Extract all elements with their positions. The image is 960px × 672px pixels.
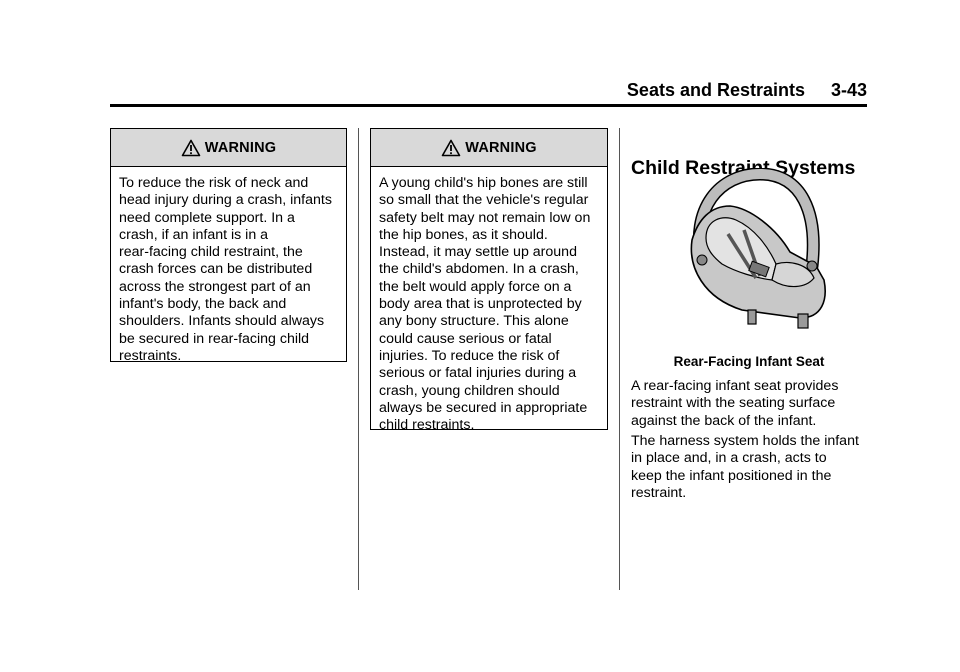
text-line: always be secured in appropriate (379, 399, 588, 416)
column-divider-1 (358, 128, 359, 590)
text-line: Instead, it may settle up around (379, 244, 577, 261)
text-line: injuries. To reduce the risk of (379, 347, 560, 364)
text-line: To reduce the risk of neck and (119, 175, 309, 191)
text-line: the belt would apply force on a (379, 278, 572, 295)
text-line: serious or fatal injuries during a (379, 365, 577, 382)
infant-seat-illustration (680, 168, 830, 333)
text-line: safety belt may not remain low on (379, 209, 591, 226)
warning-triangle-icon (181, 139, 201, 157)
warning-triangle-icon (441, 139, 461, 157)
text-line: restraint. (631, 484, 687, 501)
text-line: be secured in rear-facing child (119, 330, 310, 347)
text-line: any bony structure. This alone (379, 313, 569, 330)
text-line: A young child's hip bones are still (379, 175, 588, 191)
warning-box-2 (370, 128, 608, 434)
text-line: A rear-facing infant seat provides (631, 378, 839, 394)
text-line: against the back of the infant. (631, 412, 817, 429)
text-line: crash, young children should (379, 382, 560, 399)
column-divider-2 (619, 128, 620, 590)
text-line: need complete support. In a (119, 209, 295, 226)
warning-box-1 (110, 128, 347, 362)
text-line: crash forces can be distributed (119, 261, 313, 278)
text-line: could cause serious or fatal (379, 330, 552, 347)
text-line: in place and, in a crash, acts to (631, 450, 827, 467)
warning-text (111, 167, 346, 365)
paragraph-2 (631, 433, 859, 502)
warning-label: WARNING (465, 139, 537, 156)
text-line: shoulders. Infants should always (119, 313, 325, 330)
page-header (110, 78, 867, 107)
text-line: child restraints. (379, 417, 475, 434)
text-line: infant's body, the back and (119, 296, 287, 313)
text-line: across the strongest part of an (119, 278, 311, 295)
warning-header (111, 129, 346, 167)
text-line: The harness system holds the infant (631, 433, 859, 449)
warning-text (371, 167, 607, 434)
warning-label: WARNING (204, 139, 277, 156)
text-line: restraints. (119, 347, 182, 364)
section-heading: Child Restraint Systems (631, 157, 856, 179)
text-line: restraint with the seating surface (631, 395, 836, 412)
text-line: rear-facing child restraint, the (119, 244, 303, 261)
section-title: Seats and Restraints (626, 80, 805, 100)
page-number: 3-43 (830, 80, 867, 100)
text-line: the child's abdomen. In a crash, (379, 261, 579, 278)
warning-header (371, 129, 607, 167)
text-line: the hip bones, as it should. (379, 226, 548, 243)
paragraph-1 (631, 378, 838, 430)
text-line: so small that the vehicle's regular (379, 192, 589, 209)
text-line: body area that is unprotected by (379, 296, 582, 313)
text-line: head injury during a crash, infants (119, 192, 332, 209)
text-line: crash, if an infant is in a (119, 226, 269, 243)
text-line: keep the infant positioned in the (631, 467, 832, 484)
figure-caption: Rear-Facing Infant Seat (673, 354, 825, 369)
